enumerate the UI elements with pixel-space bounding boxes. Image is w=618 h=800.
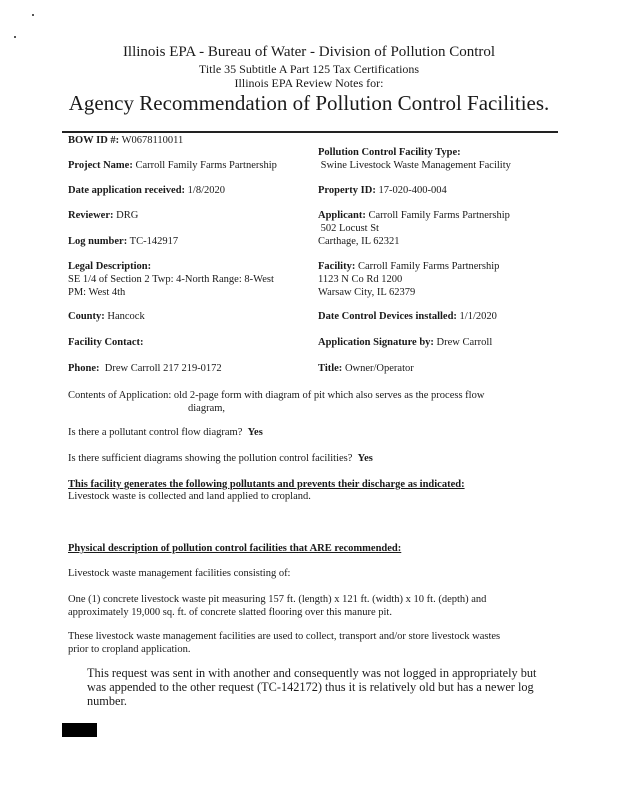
contents-line1: Contents of Application: old 2-page form with diagram of pit which also serves as the process flow: [68, 390, 485, 401]
facility-type: Pollution Control Facility Type: Swine Livestock Waste Management Facility: [318, 147, 511, 171]
legal-description: Legal Description: SE 1/4 of Section 2 Twp: 4-North Range: 8-West PM: West 4th: [68, 261, 274, 298]
header-line2: Title 35 Subtitle A Part 125 Tax Certifications: [198, 62, 420, 76]
facilities-intro: Livestock waste management facilities consisting of:: [68, 568, 291, 579]
contents-line2: diagram,: [188, 403, 226, 414]
question-sufficient-diagrams: Is there sufficient diagrams showing the pollution control facilities? Yes: [68, 453, 373, 464]
signature: Application Signature by: Drew Carroll: [318, 337, 493, 348]
pollutants-text: Livestock waste is collected and land applied to cropland.: [68, 491, 311, 502]
project-name: Project Name: Carroll Family Farms Partnership: [68, 160, 277, 171]
header-line1: Illinois EPA - Bureau of Water - Division of Pollution Control: [122, 44, 496, 60]
county: County: Hancock: [68, 311, 145, 322]
applicant: Applicant: Carroll Family Farms Partnership 502 Locust St Carthage, IL 62321: [318, 210, 510, 247]
property-id: Property ID: 17-020-400-004: [318, 185, 447, 196]
reviewer-note: This request was sent in with another and consequently was not logged in appropriately but was appended to the other request (TC-142172) thus it is relatively old but has a newer log number.: [87, 666, 537, 708]
title: Title: Owner/Operator: [318, 363, 414, 374]
divider: [62, 131, 558, 133]
redaction-block: [62, 723, 97, 737]
header-line3: Illinois EPA Review Notes for:: [234, 76, 384, 90]
date-installed: Date Control Devices installed: 1/1/2020: [318, 311, 497, 322]
facility-contact: Facility Contact:: [68, 337, 144, 348]
question-flow-diagram: Is there a pollutant control flow diagram? Yes: [68, 427, 263, 438]
pit-description: One (1) concrete livestock waste pit measuring 157 ft. (length) x 121 ft. (width) x 10 ft. (depth) and approximately 19,000 sq. ft. of concrete slatted flooring over this manure pit.: [68, 594, 487, 618]
pollutants-heading: This facility generates the following pollutants and prevents their discharge as indicated:: [68, 479, 465, 490]
scan-speck: [32, 14, 34, 16]
date-received: Date application received: 1/8/2020: [68, 185, 226, 196]
facility: Facility: Carroll Family Farms Partnership 1123 N Co Rd 1200 Warsaw City, IL 62379: [318, 261, 500, 298]
scan-speck: [14, 36, 16, 38]
bow-id: BOW ID #: W0678110011: [68, 135, 184, 146]
facility-use: These livestock waste management facilities are used to collect, transport and/or store livestock wastes prior to cropland application.: [68, 631, 501, 655]
phone: Phone: Drew Carroll 217 219-0172: [68, 363, 222, 374]
reviewer: Reviewer: DRG: [68, 210, 139, 221]
log-number: Log number: TC-142917: [68, 236, 179, 247]
physical-description-heading: Physical description of pollution control facilities that ARE recommended:: [68, 543, 402, 554]
page-title: Agency Recommendation of Pollution Control Facilities.: [68, 91, 550, 115]
